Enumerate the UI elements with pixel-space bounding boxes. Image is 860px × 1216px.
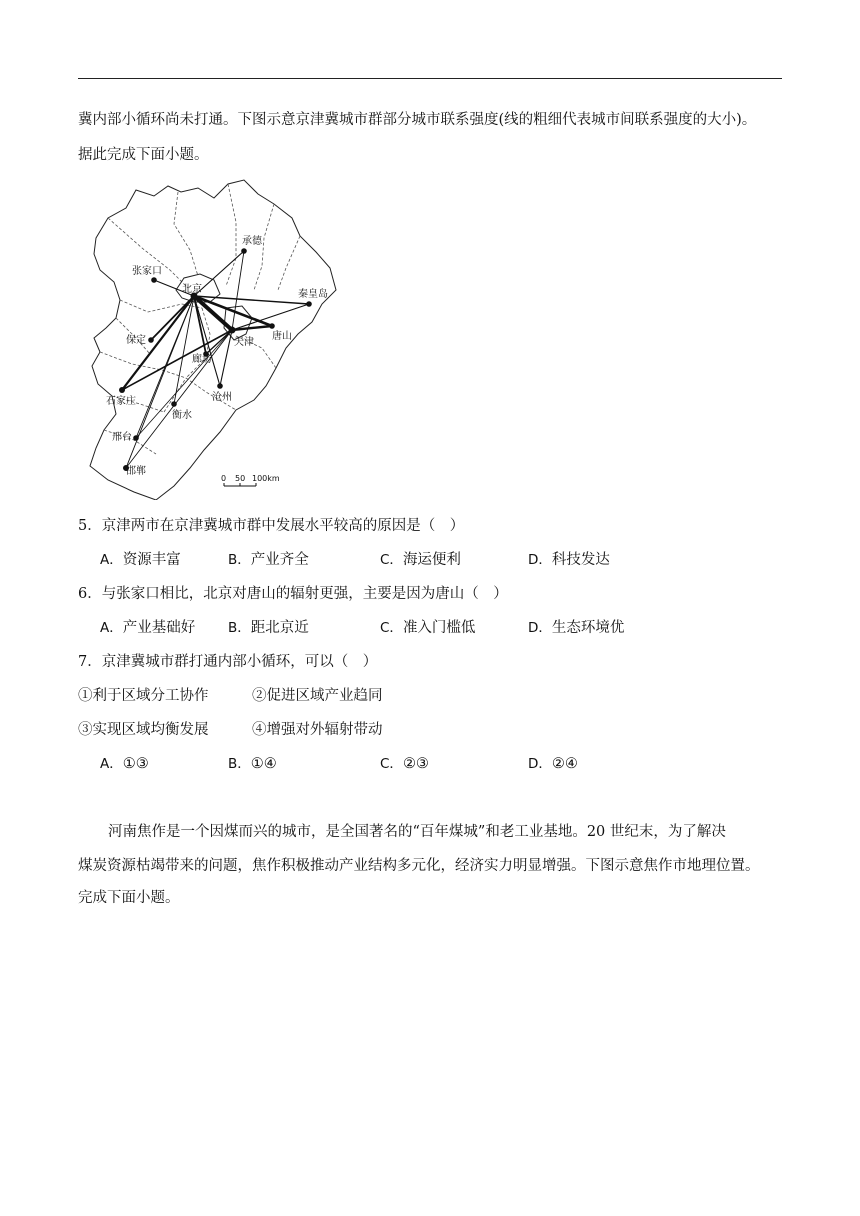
zhangjiakou-dot (151, 277, 157, 283)
passage2-line-2: 煤炭资源枯竭带来的问题，焦作积极推动产业结构多元化，经济实力明显增强。下图示意焦作市地理位置。 (78, 858, 760, 874)
q7-statement-2: ②促进区域产业趋同 (252, 688, 383, 704)
q6-option-b: B．距北京近 (228, 620, 309, 636)
q7-option-c: C．②③ (380, 756, 429, 772)
baoding-label: 保定 (126, 335, 146, 346)
xingtai-label: 邢台 (112, 432, 132, 443)
tianjin-dot (229, 327, 236, 334)
passage2-line-1: 河南焦作是一个因煤而兴的城市，是全国著名的“百年煤城”和老工业基地。20 世纪末，为了解决 (108, 824, 726, 840)
hengshui-label: 衡水 (172, 410, 192, 421)
q5-option-b: B．产业齐全 (228, 552, 309, 568)
qinhuangdao-dot (306, 301, 312, 307)
handan-label: 邯郸 (126, 466, 146, 477)
q6-option-a: A．产业基础好 (100, 620, 196, 636)
cangzhou-dot (217, 383, 223, 389)
q7-option-b: B．①④ (228, 756, 277, 772)
scale-label-0: 0 (221, 474, 227, 483)
question-7-stem: 7．京津冀城市群打通内部小循环，可以（ ） (78, 654, 378, 670)
shijiazhuang-dot (119, 387, 125, 393)
hengshui-dot (171, 401, 177, 407)
q6-option-c: C．准入门槛低 (380, 620, 476, 636)
question-6-stem: 6．与张家口相比，北京对唐山的辐射更强，主要是因为唐山（ ） (78, 586, 508, 602)
scale-bar (221, 474, 280, 486)
shijiazhuang-label: 石家庄 (106, 396, 136, 407)
tianjin-label: 天津 (234, 337, 254, 348)
q5-option-d: D．科技发达 (528, 552, 610, 568)
passage2-line-3: 完成下面小题。 (78, 890, 180, 906)
q6-option-d: D．生态环境优 (528, 620, 625, 636)
jingjinji-city-link-map (86, 178, 346, 500)
baoding-dot (148, 337, 154, 343)
question-5-stem: 5．京津两市在京津冀城市群中发展水平较高的原因是（ ） (78, 518, 465, 534)
q7-statement-3: ③实现区域均衡发展 (78, 722, 209, 738)
xingtai-dot (133, 435, 139, 441)
q7-option-a: A．①③ (100, 756, 149, 772)
q7-option-d: D．②④ (528, 756, 578, 772)
beijing-label: 北京 (182, 284, 202, 295)
q7-statement-4: ④增强对外辐射带动 (252, 722, 383, 738)
intro-line-1: 冀内部小循环尚未打通。下图示意京津冀城市群部分城市联系强度(线的粗细代表城市间联系强度的大小)。 (78, 112, 757, 128)
chengde-dot (241, 248, 247, 254)
scale-label-50: 50 (235, 474, 246, 483)
qinhuangdao-label: 秦皇岛 (298, 289, 328, 300)
intro-line-2: 据此完成下面小题。 (78, 147, 209, 163)
q5-option-c: C．海运便利 (380, 552, 461, 568)
q5-option-a: A．资源丰富 (100, 552, 181, 568)
tangshan-label: 唐山 (272, 331, 292, 342)
tangshan-dot (269, 323, 275, 329)
header-rule (78, 78, 782, 79)
q7-statement-1: ①利于区域分工协作 (78, 688, 209, 704)
scale-label-100: 100km (252, 474, 280, 483)
cangzhou-label: 沧州 (212, 392, 232, 403)
langfang-label: 廊坊 (192, 354, 212, 365)
chengde-label: 承德 (242, 236, 262, 247)
zhangjiakou-label: 张家口 (132, 266, 162, 277)
